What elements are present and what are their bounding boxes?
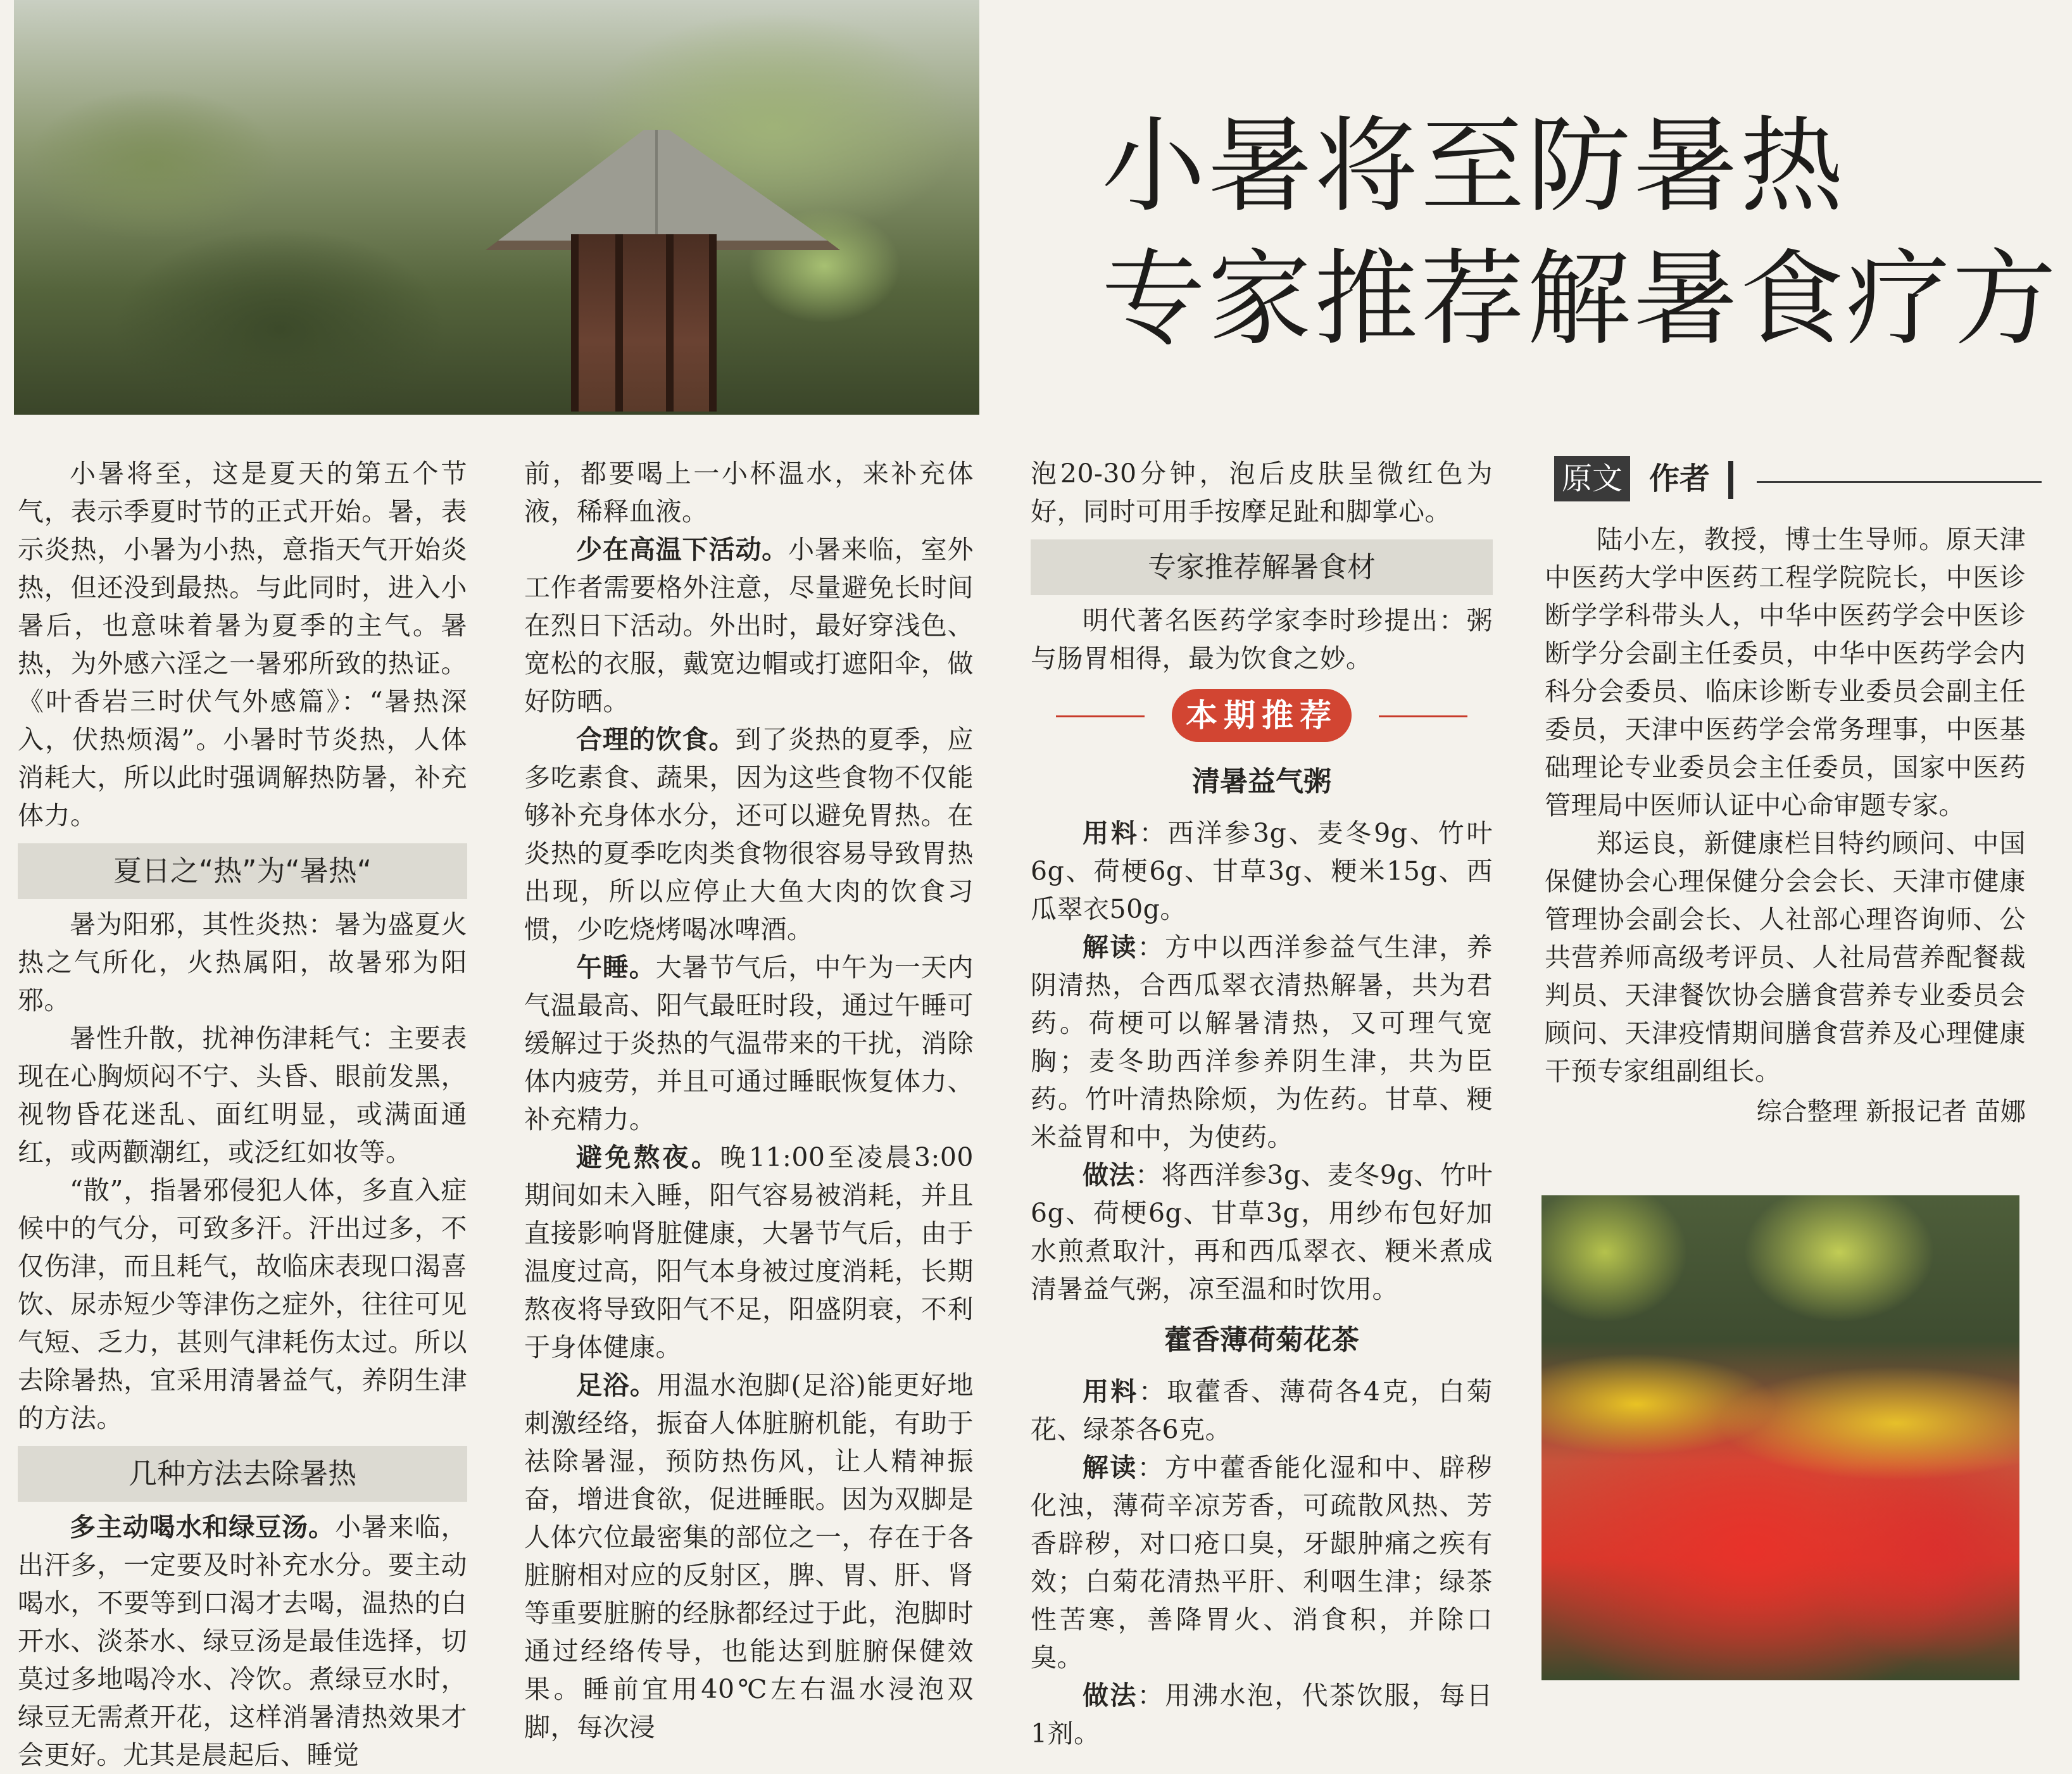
body-text: ：将西洋参3g、麦冬9g、竹叶6g、荷梗6g、甘草3g，用纱布包好加水煎煮取汁，再和西瓜翠衣、粳米煮成清暑益气粥，凉至温和时饮用。 xyxy=(1031,1160,1493,1304)
recipe-ingredients xyxy=(1031,814,1493,928)
tag-divider-left xyxy=(1056,715,1145,717)
author-bio-1: 陆小左，教授，博士生导师。原天津中医药大学中医药工程学院院长，中医诊断学学科带头人，中华中医药学会中医诊断学分会副主任委员，中华中医药学会内科分会委员、临床诊断专业委员会副主任委员，天津中医药学会常务理事，中医基础理论专业委员会主任委员，国家中医药管理局中医师认证中心命审题专家。 xyxy=(1545,524,2026,821)
subhead-expert-ingredients: 专家推荐解暑食材 xyxy=(1031,539,1493,595)
headline xyxy=(1102,100,2059,366)
body-text: ：方中以西洋参益气生津，养阴清热，合西瓜翠衣清热解暑，共为君药。荷梗可以解暑清热，又可理气宽胸；麦冬助西洋参养阴生津，共为臣药。竹叶清热除烦，为佐药。甘草、粳米益胃和中，为使药。 xyxy=(1031,932,1493,1152)
body-text: 用温水泡脚(足浴)能更好地刺激经络，振奋人体脏腑机能，有助于祛除暑湿，预防热伤风，让人精神振奋，增进食欲，促进睡眠。因为双脚是人体穴位最密集的部位之一，存在于各脏腑相对应的反射区，脾、胃、肝、肾等重要脏腑的经脉都经过于此，泡脚时通过经络传导，也能达到脏腑保健效果。睡前宜用40℃左右温水浸泡双脚，每次浸 xyxy=(524,1370,974,1742)
headline-line-1: 小暑将至防暑热 xyxy=(1102,106,1847,227)
recipe-method xyxy=(1031,1156,1493,1308)
author-header-suffix: 作者 xyxy=(1649,461,1711,496)
paragraph-foot-bath xyxy=(524,1366,974,1746)
recipe-explanation xyxy=(1031,928,1493,1156)
recommend-tag-row xyxy=(1031,684,1493,747)
lead-text: 做法 xyxy=(1083,1680,1138,1711)
pavilion-body xyxy=(571,234,717,412)
recipe-method xyxy=(1031,1676,1493,1752)
paragraph: 前，都要喝上一小杯温水，来补充体液，稀释血液。 xyxy=(524,458,974,527)
pavilion-roof-illustration xyxy=(486,130,840,250)
lead-text: 午睡。 xyxy=(576,952,656,983)
paragraph: “散”，指暑邪侵犯人体，多直入症候中的气分，可致多汗。汗出过多，不仅伤津，而且耗气，故临床表现口渴喜饮、尿赤短少等津伤之症外，往往可见气短、乏力，甚则气津耗伤太过。所以去除暑热，宜采用清暑益气，养阴生津的方法。 xyxy=(18,1175,467,1433)
headline-line-2: 专家推荐解暑食疗方 xyxy=(1102,239,2059,360)
paragraph: 暑性升散，扰神伤津耗气：主要表现在心胸烦闷不宁、头昏、眼前发黑，视物昏花迷乱、面红明显，或满面通红，或两颧潮红，或泛红如妆等。 xyxy=(18,1023,467,1167)
subhead-summer-heat: 夏日之“热”为“暑热“ xyxy=(18,843,467,899)
lead-text: 少在高温下活动。 xyxy=(576,534,789,565)
paragraph: 明代著名医药学家李时珍提出：粥与肠胃相得，最为饮食之妙。 xyxy=(1031,605,1493,674)
lead-text: 做法 xyxy=(1083,1160,1136,1190)
lead-text: 足浴。 xyxy=(576,1370,657,1400)
body-text: 小暑来临，出汗多，一定要及时补充水分。要主动喝水，不要等到口渴才去喝，温热的白开水、淡茶水、绿豆汤是最佳选择，切莫过多地喝冷水、冷饮。煮绿豆水时，绿豆无需煮开花，这样消暑清热效果才会更好。尤其是晨起后、睡觉 xyxy=(18,1512,468,1770)
header-bar xyxy=(1728,461,1733,499)
lead-text: 用料 xyxy=(1083,1376,1139,1407)
article-column-4 xyxy=(1545,520,2026,1131)
body-text: 到了炎热的夏季，应多吃素食、蔬果，因为这些食物不仅能够补充身体水分，还可以避免胃热。在炎热的夏季吃肉类食物很容易导致胃热出现，所以应停止大鱼大肉的饮食习惯，少吃烧烤喝冰啤酒。 xyxy=(524,724,974,945)
paragraph-diet xyxy=(524,720,974,948)
paragraph-outdoor xyxy=(524,531,974,720)
recipe-title: 藿香薄荷菊花茶 xyxy=(1164,1324,1359,1356)
author-bio-2: 郑运良，新健康栏目特约顾问、中国保健协会心理保健分会会长、天津市健康管理协会副会长、人社部心理咨询师、公共营养师高级考评员、人社局营养配餐裁判员、天津餐饮协会膳食营养专业委员会顾问、天津疫情期间膳食营养及心理健康干预专家组副组长。 xyxy=(1545,828,2026,1086)
paragraph-late-night xyxy=(524,1138,974,1366)
body-text: ：方中藿香能化湿和中、辟秽化浊，薄荷辛凉芳香，可疏散风热、芳香辟秽，对口疮口臭，牙龈肿痛之疾有效；白菊花清热平肝、利咽生津；绿茶性苦寒，善降胃火、消食积，并除口臭。 xyxy=(1031,1452,1493,1673)
subhead-methods: 几种方法去除暑热 xyxy=(18,1446,467,1502)
body-text: ：用沸水泡，代茶饮服，每日1剂。 xyxy=(1031,1680,1493,1749)
recipe-title: 清暑益气粥 xyxy=(1192,765,1331,798)
pavilion-forest-photo xyxy=(14,0,979,415)
article-column-2 xyxy=(524,455,974,1746)
article-column-1 xyxy=(18,455,467,1774)
body-text: ：西洋参3g、麦冬9g、竹叶6g、荷梗6g、甘草3g、粳米15g、西瓜翠衣50g。 xyxy=(1031,818,1493,924)
body-text: ：取藿香、薄荷各4克，白菊花、绿茶各6克。 xyxy=(1031,1376,1493,1445)
paragraph-drink-water xyxy=(18,1508,467,1774)
recipe-explanation xyxy=(1031,1449,1493,1676)
recommend-tag: 本期推荐 xyxy=(1172,689,1352,742)
recipe-ingredients xyxy=(1031,1373,1493,1449)
lead-text: 多主动喝水和绿豆汤。 xyxy=(70,1512,335,1542)
header-rule xyxy=(1757,481,2042,483)
byline: 综合整理 新报记者 苗娜 xyxy=(1756,1097,2026,1126)
paragraph-nap xyxy=(524,948,974,1138)
body-text: 大暑节气后，中午为一天内气温最高、阳气最旺时段，通过午睡可缓解过于炎热的气温带来的干扰，消除体内疲劳，并且可通过睡眠恢复体力、补充精力。 xyxy=(524,952,974,1135)
article-column-3 xyxy=(1031,455,1493,1752)
lead-text: 解读 xyxy=(1083,932,1138,962)
paragraph: 暑为阳邪，其性炎热：暑为盛夏火热之气所化，火热属阳，故暑邪为阳邪。 xyxy=(18,909,467,1016)
lead-text: 避免熬夜。 xyxy=(576,1142,720,1173)
lead-text: 合理的饮食。 xyxy=(576,724,736,755)
author-header-label: 原文 xyxy=(1554,456,1630,501)
intro-paragraph: 小暑将至，这是夏天的第五个节气，表示季夏时节的正式开始。暑，表示炎热，小暑为小热，意指天气开始炎热，但还没到最热。与此同时，进入小暑后，也意味着暑为夏季的主气。暑热，为外感六淫之一暑邪所致的热证。《叶香岩三时伏气外感篇》：“暑热深入，伏热烦渴”。小暑时节炎热，人体消耗大，所以此时强调解热防暑，补充体力。 xyxy=(18,458,467,831)
author-section-header xyxy=(1554,456,2042,506)
tag-divider-right xyxy=(1379,715,1467,717)
paragraph: 泡20-30分钟，泡后皮肤呈微红色为好，同时可用手按摩足趾和脚掌心。 xyxy=(1031,458,1493,527)
lead-text: 用料 xyxy=(1083,818,1140,848)
lead-text: 解读 xyxy=(1083,1452,1138,1483)
flowers-photo xyxy=(1541,1195,2019,1680)
body-text: 晚11:00至凌晨3:00期间如未入睡，阳气容易被消耗，并且直接影响肾脏健康，大暑节气后，由于温度过高，阳气本身被过度消耗，长期熬夜将导致阳气不足，阳盛阴衰，不利于身体健康。 xyxy=(524,1142,974,1362)
body-text: 小暑来临，室外工作者需要格外注意，尽量避免长时间在烈日下活动。外出时，最好穿浅色、宽松的衣服，戴宽边帽或打遮阳伞，做好防晒。 xyxy=(524,534,974,717)
